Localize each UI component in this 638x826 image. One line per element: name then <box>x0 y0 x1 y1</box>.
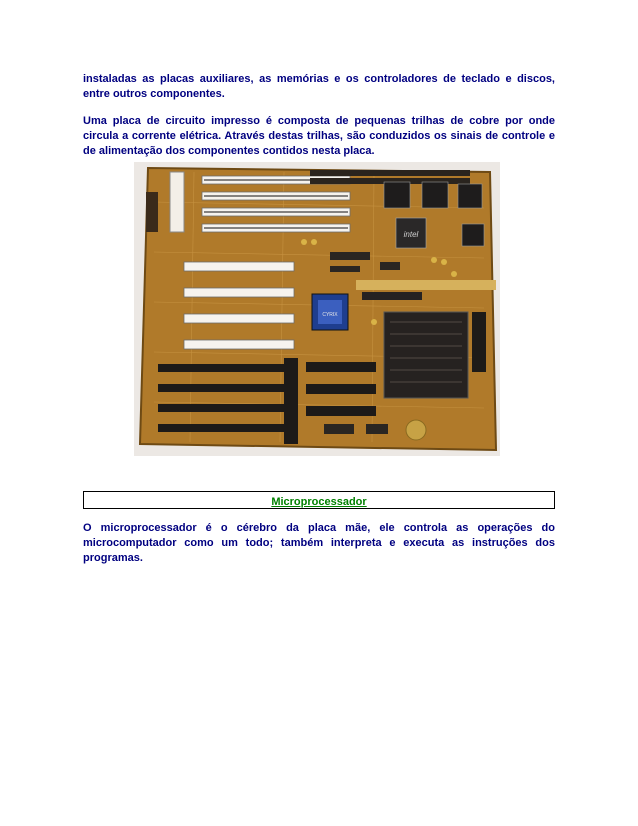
cpu-label: CYRIX <box>322 312 338 318</box>
paragraph-auxiliary-boards: instaladas as placas auxiliares, as memórias e os controladores de teclado e discos, entre outros componentes. <box>83 73 555 100</box>
section-heading-microprocessor: Microprocessador <box>271 496 367 508</box>
motherboard-photo <box>134 162 500 456</box>
intel-logo: intel <box>403 230 419 239</box>
section-heading-box <box>83 491 555 509</box>
paragraph-circuit-board: Uma placa de circuito impresso é composta de pequenas trilhas de cobre por onde circula a corrente elétrica. Através destas trilhas, são conduzidos os sinais de controle e de alimentação dos componentes contidos nesta placa. <box>83 115 555 157</box>
paragraph-microprocessor: O microprocessador é o cérebro da placa mãe, ele controla as operações do microcomputador como um todo; também interpreta e executa as instruções dos programas. <box>83 522 555 564</box>
